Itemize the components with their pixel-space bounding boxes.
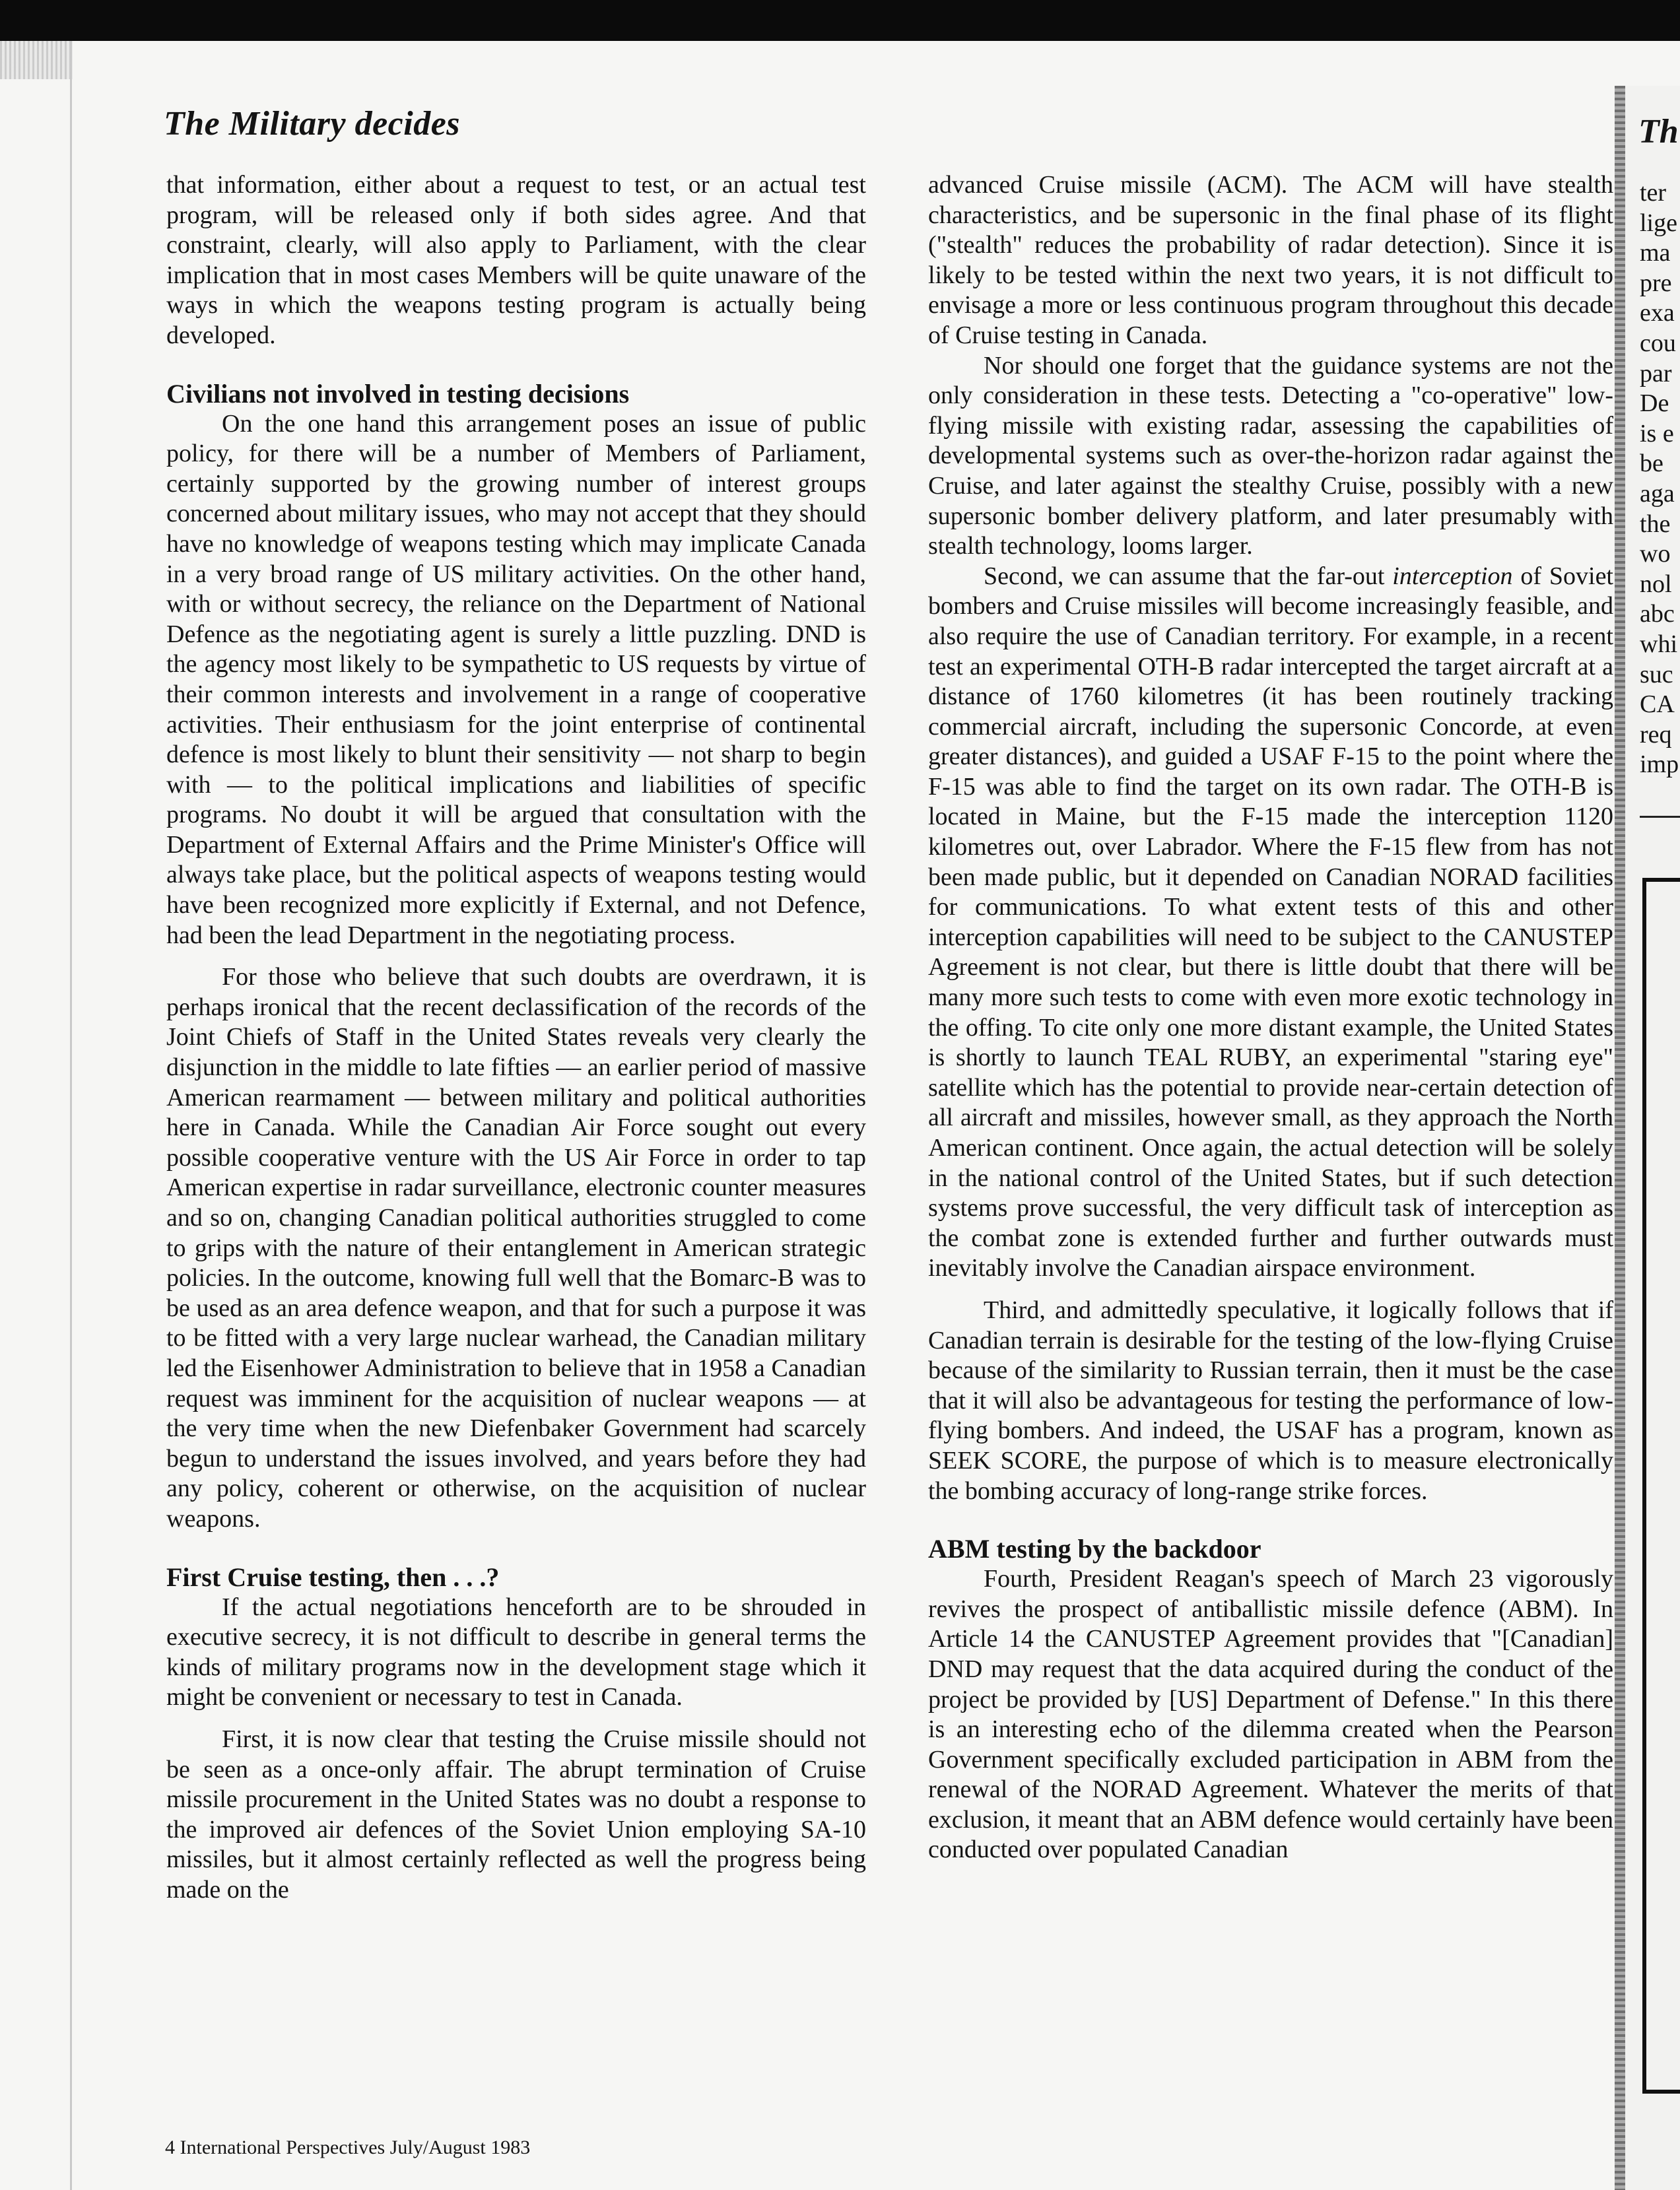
right-paragraph-4: Fourth, President Reagan's speech of March 23 vigorously revives the prospect of antiballistic missile defence (ABM). In Article 14 the CANUSTEP Agreement provides that "[Canadian] DND may request that the data acquired during the conduct of the project be provided by [US] Department of Defense." In this there is an interesting echo of the dilemma created when the Pearson Government specifically excluded participation in ABM from the renewal of the NORAD Agreement. Whatever the merits of that exclusion, it meant that an ABM defence would certainly have been conducted over populated Canadian [928, 1565, 1613, 1864]
fragment-line: nol [1640, 570, 1672, 598]
para2-before: Second, we can assume that the far-out [984, 562, 1393, 590]
fragment-line: abc [1640, 600, 1675, 628]
right-intro-paragraph: advanced Cruise missile (ACM). The ACM will have stealth characteristics, and be supersonic in the final phase of its flight ("stealth" reduces the probability of radar detection). Since it is likely to be tested within the next two years, it is not difficult to envisage a more or less continuous program throughout this decade of Cruise testing in Canada. [928, 171, 1613, 349]
adjacent-page-title: Th [1638, 113, 1679, 150]
fragment-line: imp [1640, 750, 1679, 779]
page-footer: 4 International Perspectives July/August 1983 [165, 2137, 531, 2158]
fragment-line: the [1640, 510, 1671, 538]
left-paragraph-4: First, it is now clear that testing the Cruise missile should not be seen as a once-only affair. The abrupt termination of Cruise missile procurement in the United States was no doubt a response to the improved air defences of the Soviet Union employing SA-10 missiles, but it almost certainly reflected as well the progress being made on the [166, 1725, 866, 1904]
heading-abm-testing: ABM testing by the backdoor [928, 1534, 1261, 1564]
fragment-line: De [1640, 389, 1669, 418]
heading-civilians: Civilians not involved in testing decisions [166, 378, 630, 409]
fragment-line: aga [1640, 479, 1675, 508]
fragment-line: par [1640, 359, 1672, 387]
adjacent-page-fragments [1640, 178, 1679, 780]
fragment-line: lige [1640, 209, 1677, 237]
heading-first-cruise: First Cruise testing, then . . .? [166, 1562, 500, 1592]
right-column [928, 170, 1613, 1865]
scan-left-edge [0, 41, 73, 79]
adjacent-page-box [1642, 878, 1680, 2094]
fragment-line: pre [1640, 269, 1672, 297]
adjacent-page-rule [1640, 816, 1680, 818]
scan-top-border [0, 0, 1680, 41]
right-paragraph-2 [928, 562, 1613, 1284]
left-paragraph-2: For those who believe that such doubts are overdrawn, it is perhaps ironical that the recent declassification of the records of the Joint Chiefs of Staff in the United States reveals very clearly the disjunction in the middle to late fifties — an earlier period of massive American rearmament — between military and political authorities here in Canada. While the Canadian Air Force sought out every possible cooperative venture with the US Air Force in order to tap American expertise in radar surveillance, electronic counter measures and so on, changing Canadian political authorities struggled to come to grips with the nature of their entanglement in American strategic policies. In the outcome, knowing full well that the Bomarc-B was to be used as an area defence weapon, and that for such a purpose it was to be fitted with a very large nuclear warhead, the Canadian military led the Eisenhower Administration to believe that in 1958 a Canadian request was imminent for the acquisition of nuclear weapons — at the very time when the new Diefenbaker Government had scarcely begun to understand the issues involved, and years before they had any policy, coherent or otherwise, on the acquisition of nuclear weapons. [166, 963, 866, 1533]
page-title: The Military decides [164, 105, 461, 143]
fragment-line: exa [1640, 299, 1675, 327]
fragment-line: req [1640, 720, 1672, 748]
right-paragraph-3: Third, and admittedly speculative, it logically follows that if Canadian terrain is desirable for the testing of the low-flying Cruise because of the similarity to Russian terrain, then it must be the case that it will also be advantageous for testing the performance of low-flying bombers. And indeed, the USAF has a program, known as SEEK SCORE, the purpose of which is to measure electronically the bombing accuracy of long-range strike forces. [928, 1296, 1613, 1505]
left-paragraph-1: On the one hand this arrangement poses an issue of public policy, for there will be a number of Members of Parliament, certainly supported by the growing number of interest groups concerned about military issues, who may not accept that they should have no knowledge of weapons testing which may implicate Canada in a very broad range of US military activities. On the other hand, with or without secrecy, the reliance on the Department of National Defence as the negotiating agent is surely a little puzzling. DND is the agency most likely to be sympathetic to US requests by virtue of their common interests and involvement in a range of cooperative activities. Their enthusiasm for the joint enterprise of continental defence is most likely to blunt their sensitivity — not sharp to begin with — to the political implications and liabilities of specific programs. No doubt it will be argued that consultation with the Department of External Affairs and the Prime Minister's Office will always take place, but the political aspects of weapons testing would have been recognized more explicitly if External, and not Defence, had been the lead Department in the negotiating process. [166, 409, 866, 949]
scan-left-line [70, 41, 72, 2190]
fragment-line: ter [1640, 179, 1667, 207]
fragment-line: suc [1640, 660, 1673, 688]
fragment-line: be [1640, 449, 1663, 478]
binding-gutter [1615, 86, 1625, 2190]
left-column [166, 170, 866, 1905]
fragment-line: whi [1640, 630, 1677, 658]
para2-emphasis: interception [1392, 562, 1513, 590]
fragment-line: cou [1640, 329, 1676, 357]
left-intro-paragraph: that information, either about a request to test, or an actual test program, will be released only if both sides agree. And that constraint, clearly, will also apply to Parliament, with the clear implication that in most cases Members will be quite unaware of the ways in which the weapons testing program is actually being developed. [166, 171, 866, 349]
adjacent-page [1625, 86, 1680, 2190]
fragment-line: wo [1640, 540, 1671, 568]
fragment-line: CA [1640, 690, 1675, 719]
right-paragraph-1: Nor should one forget that the guidance systems are not the only consideration in these tests. Detecting a "co-operative" low-flying missile with existing radar, assessing the capabilities of developmental systems such as over-the-horizon radar against the Cruise, and later against the stealthy Cruise, possibly with a new supersonic bomber delivery platform, and later presumably with stealth technology, looms larger. [928, 351, 1613, 560]
fragment-line: is e [1640, 419, 1674, 448]
fragment-line: ma [1640, 239, 1671, 267]
left-paragraph-3: If the actual negotiations henceforth are to be shrouded in executive secrecy, it is not difficult to describe in general terms the kinds of military programs now in the development stage which it might be convenient or necessary to test in Canada. [166, 1593, 866, 1711]
para2-after: of Soviet bombers and Cruise missiles will become increasingly feasible, and also require the use of Canadian territory. For example, in a recent test an experimental OTH-B radar intercepted the target aircraft at a distance of 1760 kilometres (it has been routinely tracking commercial aircraft, including the supersonic Concorde, at even greater distances), and guided a USAF F-15 to the point where the F-15 was able to find the target on its own radar. The OTH-B is located in Maine, but the F-15 made the interception 1120 kilometres out, over Labrador. Where the F-15 flew from has not been made public, but it depended on Canadian NORAD facilities for communications. To what extent tests of this and other interception capabilities will need to be subject to the CANUSTEP Agreement is not clear, but there is little doubt that there will be many more such tests to come with even more exotic technology in the offing. To cite only one more distant example, the United States is shortly to launch TEAL RUBY, an experimental "staring eye" satellite which has the potential to provide near-certain detection of all aircraft and missiles, however small, as they approach the North American continent. Once again, the actual detection will be solely in the national control of the United States, but if such detection systems prove successful, the very difficult task of interception as the combat zone is extended further and further outwards must inevitably involve the Canadian airspace environment. [928, 562, 1613, 1282]
